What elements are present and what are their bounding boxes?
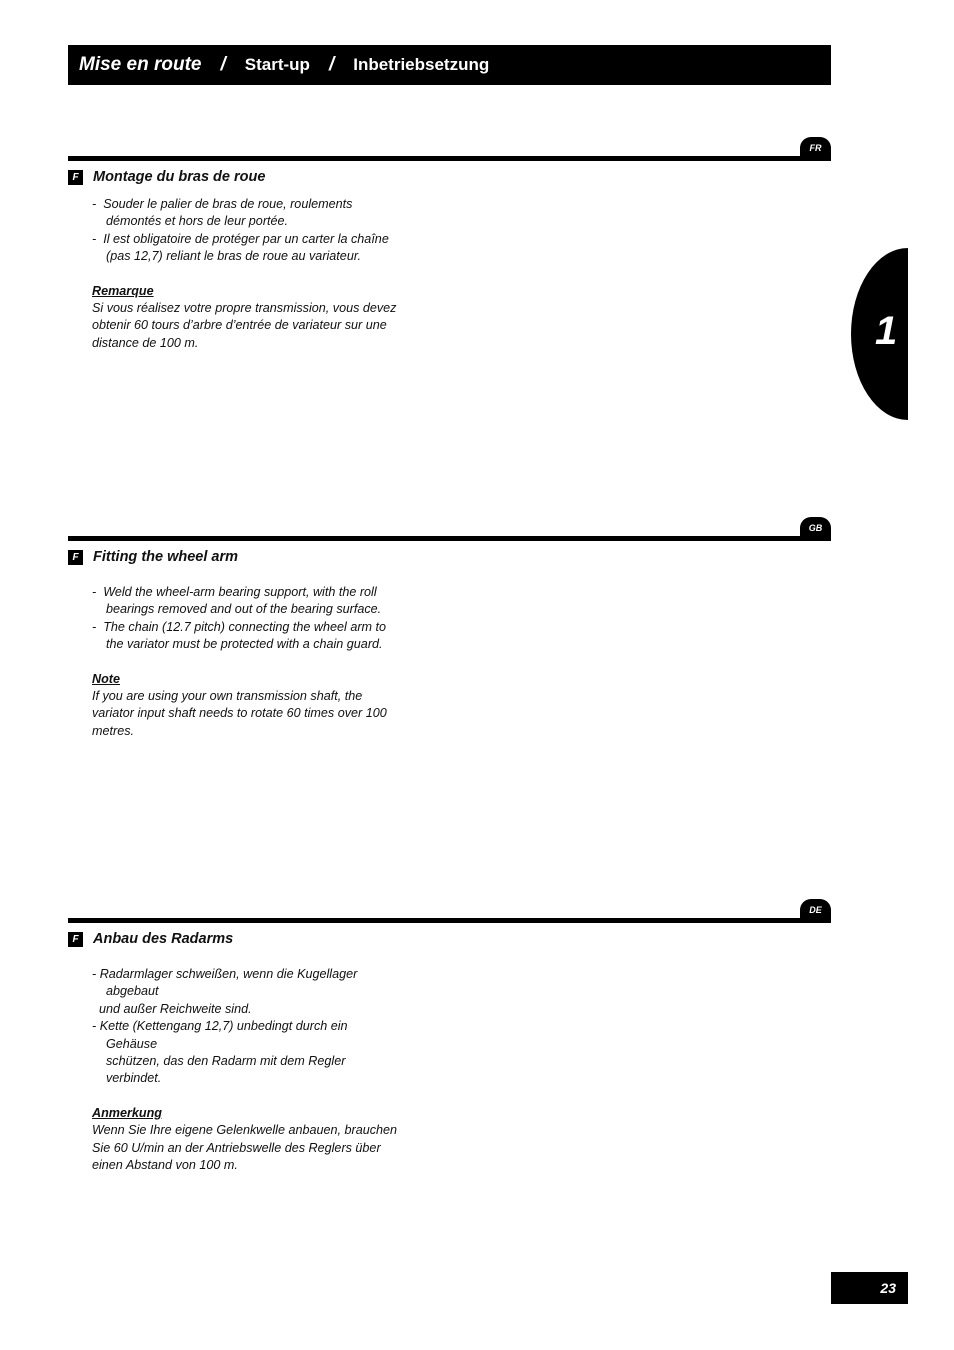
section-rule (68, 156, 831, 161)
section-f-icon: F (68, 170, 83, 185)
note-line: Wenn Sie Ihre eigene Gelenkwelle anbauen, brauchen (92, 1123, 398, 1138)
note-line: obtenir 60 tours d’arbre d’entrée de variateur sur une (92, 318, 387, 333)
list-item: verbindet. (92, 1071, 162, 1086)
note-line: einen Abstand von 100 m. (92, 1158, 238, 1173)
list-item: - Souder le palier de bras de roue, roulements (92, 197, 353, 211)
note-line: Si vous réalisez votre propre transmission, vous devez (92, 301, 397, 316)
chapter-number: 1 (875, 309, 898, 353)
header-separator: / (220, 54, 226, 75)
section-rule (68, 918, 831, 923)
note-line: If you are using your own transmission shaft, the (92, 689, 363, 704)
header-title-en: Start-up (244, 55, 310, 74)
section-f-icon: F (68, 550, 83, 565)
list-item: - Il est obligatoire de protéger par un carter la chaîne (92, 231, 389, 246)
header-title-de: Inbetriebsetzung (353, 55, 490, 74)
language-tab-fr: FR (800, 137, 831, 159)
list-item: abgebaut (92, 984, 159, 999)
list-item: - The chain (12.7 pitch) connecting the wheel arm to (92, 619, 387, 634)
page-number (831, 1272, 908, 1304)
list-item: - Radarmlager schweißen, wenn die Kugellager (92, 967, 358, 981)
section-heading-gb (68, 549, 238, 565)
section-body-gb (92, 584, 432, 740)
section-title: Anbau des Radarms (93, 931, 234, 947)
list-item: - Weld the wheel-arm bearing support, with the roll (92, 585, 377, 599)
note-line: variator input shaft needs to rotate 60 times over 100 (92, 706, 387, 721)
list-item: - Kette (Kettengang 12,7) unbedingt durch ein (92, 1019, 348, 1034)
language-tab-gb: GB (800, 517, 831, 539)
header-separator: / (328, 54, 335, 75)
header-title-fr: Mise en route (79, 54, 202, 75)
note-title: Anmerkung (92, 1105, 162, 1120)
section-heading-fr (68, 169, 265, 185)
note-line: distance de 100 m. (92, 335, 199, 350)
list-item: the variator must be protected with a chain guard. (92, 637, 383, 652)
list-item: (pas 12,7) reliant le bras de roue au variateur. (92, 249, 362, 264)
section-body-de (92, 966, 432, 1174)
language-tab-de: DE (800, 899, 831, 921)
header-bar (68, 45, 831, 85)
page-number-text: 23 (880, 1280, 896, 1296)
list-item: und außer Reichweite sind. (92, 1001, 252, 1016)
note-title: Remarque (92, 283, 154, 298)
list-item: démontés et hors de leur portée. (92, 214, 289, 229)
list-item: schützen, das den Radarm mit dem Regler (92, 1054, 346, 1069)
note-title: Note (92, 671, 120, 686)
section-title: Montage du bras de roue (93, 169, 266, 185)
note-line: metres. (92, 723, 134, 738)
section-heading-de (68, 931, 233, 947)
section-title: Fitting the wheel arm (93, 549, 239, 565)
list-item: Gehäuse (92, 1036, 158, 1051)
section-f-icon: F (68, 932, 83, 947)
section-body-fr (92, 196, 432, 352)
list-item: bearings removed and out of the bearing surface. (92, 602, 382, 617)
section-rule (68, 536, 831, 541)
note-line: Sie 60 U/min an der Antriebswelle des Reglers über (92, 1140, 381, 1155)
